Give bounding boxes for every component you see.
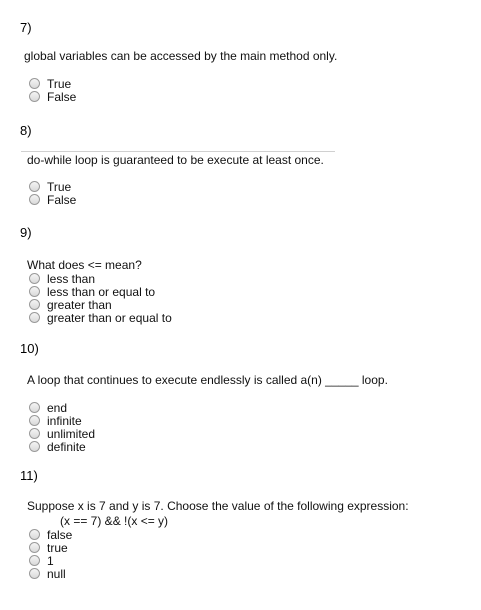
option-unlimited[interactable]: [29, 427, 95, 440]
question-number: 7): [20, 20, 32, 35]
option-true[interactable]: [29, 77, 76, 90]
radio-button[interactable]: [29, 194, 40, 205]
option-label: infinite: [47, 413, 82, 428]
option-end[interactable]: [29, 401, 95, 414]
answer-options: [29, 272, 172, 324]
option-greater-than[interactable]: [29, 298, 172, 311]
option-false[interactable]: [29, 193, 76, 206]
answer-options: [29, 77, 76, 103]
option-label: less than or equal to: [47, 284, 156, 299]
question-number: 8): [20, 123, 32, 138]
option-label: 1: [47, 553, 54, 568]
radio-button[interactable]: [29, 542, 40, 553]
option-label: null: [47, 566, 66, 581]
option-label: end: [47, 400, 68, 415]
option-true[interactable]: [29, 180, 76, 193]
question-number: 10): [20, 341, 39, 356]
expression: (x == 7) && !(x <= y): [60, 514, 169, 528]
radio-button[interactable]: [29, 529, 40, 540]
option-label: greater than or equal to: [47, 310, 172, 325]
option-label: unlimited: [47, 426, 96, 441]
option-true[interactable]: [29, 541, 72, 554]
radio-button[interactable]: [29, 415, 40, 426]
question-text: Suppose x is 7 and y is 7. Choose the value of the following expression:: [27, 499, 409, 513]
radio-button[interactable]: [29, 555, 40, 566]
option-label: True: [47, 179, 72, 194]
option-null[interactable]: [29, 567, 72, 580]
radio-button[interactable]: [29, 78, 40, 89]
option-false[interactable]: [29, 90, 76, 103]
option-infinite[interactable]: [29, 414, 95, 427]
option-false[interactable]: [29, 528, 72, 541]
question-text: A loop that continues to execute endlessly is called a(n) _____ loop.: [27, 373, 388, 387]
option-label: False: [47, 192, 77, 207]
option-label: less than: [47, 271, 96, 286]
question-text: do-while loop is guaranteed to be execute at least once.: [27, 153, 324, 167]
answer-options: [29, 528, 72, 580]
option-greater-than-or-equal[interactable]: [29, 311, 172, 324]
radio-button[interactable]: [29, 286, 40, 297]
radio-button[interactable]: [29, 181, 40, 192]
answer-options: [29, 401, 95, 453]
option-label: definite: [47, 439, 86, 454]
radio-button[interactable]: [29, 568, 40, 579]
radio-button[interactable]: [29, 312, 40, 323]
radio-button[interactable]: [29, 428, 40, 439]
option-label: True: [47, 76, 72, 91]
option-definite[interactable]: [29, 440, 95, 453]
radio-button[interactable]: [29, 91, 40, 102]
radio-button[interactable]: [29, 299, 40, 310]
radio-button[interactable]: [29, 273, 40, 284]
option-less-than-or-equal[interactable]: [29, 285, 172, 298]
question-text: global variables can be accessed by the main method only.: [24, 49, 338, 63]
option-less-than[interactable]: [29, 272, 172, 285]
option-label: false: [47, 527, 73, 542]
option-label: greater than: [47, 297, 112, 312]
option-one[interactable]: [29, 554, 72, 567]
question-text: What does <= mean?: [27, 258, 142, 272]
option-label: False: [47, 89, 77, 104]
option-label: true: [47, 540, 68, 555]
question-number: 11): [20, 468, 38, 483]
radio-button[interactable]: [29, 441, 40, 452]
radio-button[interactable]: [29, 402, 40, 413]
question-number: 9): [20, 225, 32, 240]
answer-options: [29, 180, 76, 206]
divider: [21, 151, 335, 152]
